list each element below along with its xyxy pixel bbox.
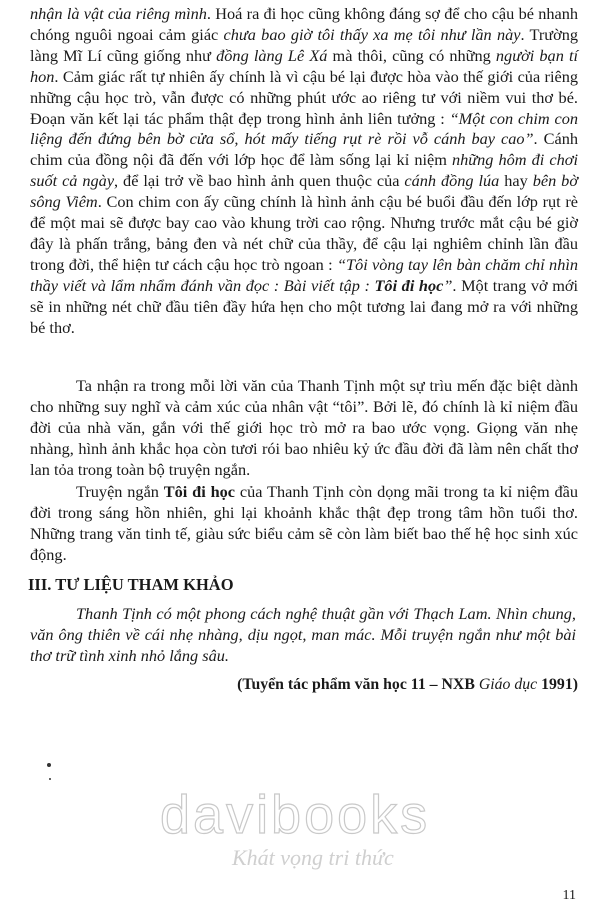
citation-main: (Tuyển tác phẩm văn học 11 – NXB — [237, 676, 479, 693]
text-run: chưa bao giờ tôi thấy xa mẹ tôi như lần này — [223, 24, 521, 44]
text-run: “Tôi vòng tay lên bàn chăm chỉ nhìn thầy viết và lẩm nhẩm đánh vần đọc : Bài viết tập : — [30, 254, 579, 295]
text-run: . Trường làng Mĩ Lí cũng giống như — [30, 24, 578, 65]
text-run: Tôi đi học — [374, 275, 444, 295]
print-speck — [47, 763, 51, 767]
citation-publisher: Giáo dục — [478, 676, 538, 693]
text-run: Ta nhận ra trong mỗi lời văn của Thanh Tịnh một sự trìu mến đặc biệt dành cho những suy nghĩ và cảm xúc của nhân vật “tôi”. Bởi lẽ, đó chính là kỉ niệm đầu đời của nhà văn, gắn với thế giới học trò mở ra bao ước vọng. Giọng văn nhẹ nhàng, hình ảnh khắc họa còn tươi rói bao nhiêu kỷ ức đầu đời đã làm nên chất thơ lan tỏa trong toàn bộ truyện ngắn. — [30, 376, 578, 479]
text-run: Truyện ngắn — [76, 482, 164, 501]
text-run: Tôi đi học — [163, 482, 236, 501]
text-run: . Con chim con ấy cũng chính là hình ảnh cậu bé buổi đầu đến lớp rụt rè để một mai sẽ được bay cao vào khung trời cao rộng. Nhưng trước mắt cậu bé giờ đây là phấn trắng, bảng đen và nét chữ của thầy, để cậu lại nghiêm chỉnh lần đầu trong đời, thể hiện tư cách cậu học trò ngoan : — [30, 192, 578, 274]
page-number: 11 — [562, 888, 576, 903]
text-run: đồng làng Lê Xá — [216, 45, 328, 65]
text-run: “Một con chim con liệng đến đứng bên bờ cửa sổ, hót mấy tiếng rụt rè rồi vỗ cánh bay cao” — [30, 108, 579, 149]
text-run: . Cảm giác rất tự nhiên ấy chính là vì cậu bé lại được hòa vào thế giới của riêng những cậu học trò, vẫn được có những phút ước ao riêng tư với niềm vui thơ bé. Đoạn văn kết lại tác phẩm thật đẹp trong hình ảnh liên tưởng : — [30, 66, 578, 128]
watermark-tagline: Khát vọng tri thức — [232, 845, 394, 870]
paragraph-2 — [30, 376, 578, 481]
print-speck — [49, 778, 51, 780]
watermark-logo: davibooks — [160, 785, 431, 845]
text-run: những hôm đi chơi suốt cả ngày — [30, 150, 579, 191]
paragraph-3 — [30, 482, 578, 566]
text-run: người bạn tí hon — [30, 45, 579, 86]
text-run: . Cánh chim của đồng nội đã đến với lớp học để làm sống lại kỉ niệm — [30, 129, 578, 170]
text-run: bên bờ sông Viêm — [30, 171, 579, 212]
citation-year: 1991) — [537, 676, 578, 693]
reference-quote: Thanh Tịnh có một phong cách nghệ thuật gần với Thạch Lam. Nhìn chung, văn ông thiên về cái nhẹ nhàng, dịu ngọt, man mác. Mỗi truyện ngắn như một bài thơ trữ tình xinh nhỏ lắng sâu. — [30, 604, 576, 665]
paragraph-1 — [30, 4, 578, 339]
reference-citation — [237, 675, 578, 696]
text-run: mà thôi, cũng có những — [327, 45, 496, 65]
text-run: nhận là vật của riêng mình — [30, 4, 207, 23]
text-run: hay — [499, 171, 533, 191]
text-run: , để lại trở về bao hình ảnh quen thuộc của — [114, 171, 405, 191]
text-run: cánh đồng lúa — [404, 171, 500, 191]
text-run: ” — [443, 275, 453, 295]
section-heading: III. TƯ LIỆU THAM KHẢO — [28, 575, 234, 594]
text-run: của Thanh Tịnh còn dọng mãi trong ta kỉ niệm đầu đời trong sáng hồn nhiên, ghi lại khoảnh khắc thật đẹp trong tâm hồn tuổi thơ. Những trang văn tinh tế, giàu sức biểu cảm sẽ còn làm biết bao thế hệ học sinh xúc động. — [30, 482, 579, 564]
text-run: . Hoá ra đi học cũng không đáng sợ để cho cậu bé nhanh chóng nguôi ngoai cảm giác — [30, 4, 579, 44]
text-run: . Một trang vở mới sẽ in những nét chữ đầu tiên đầy hứa hẹn cho một tương lai đang mở ra với những bé thơ. — [30, 275, 578, 337]
